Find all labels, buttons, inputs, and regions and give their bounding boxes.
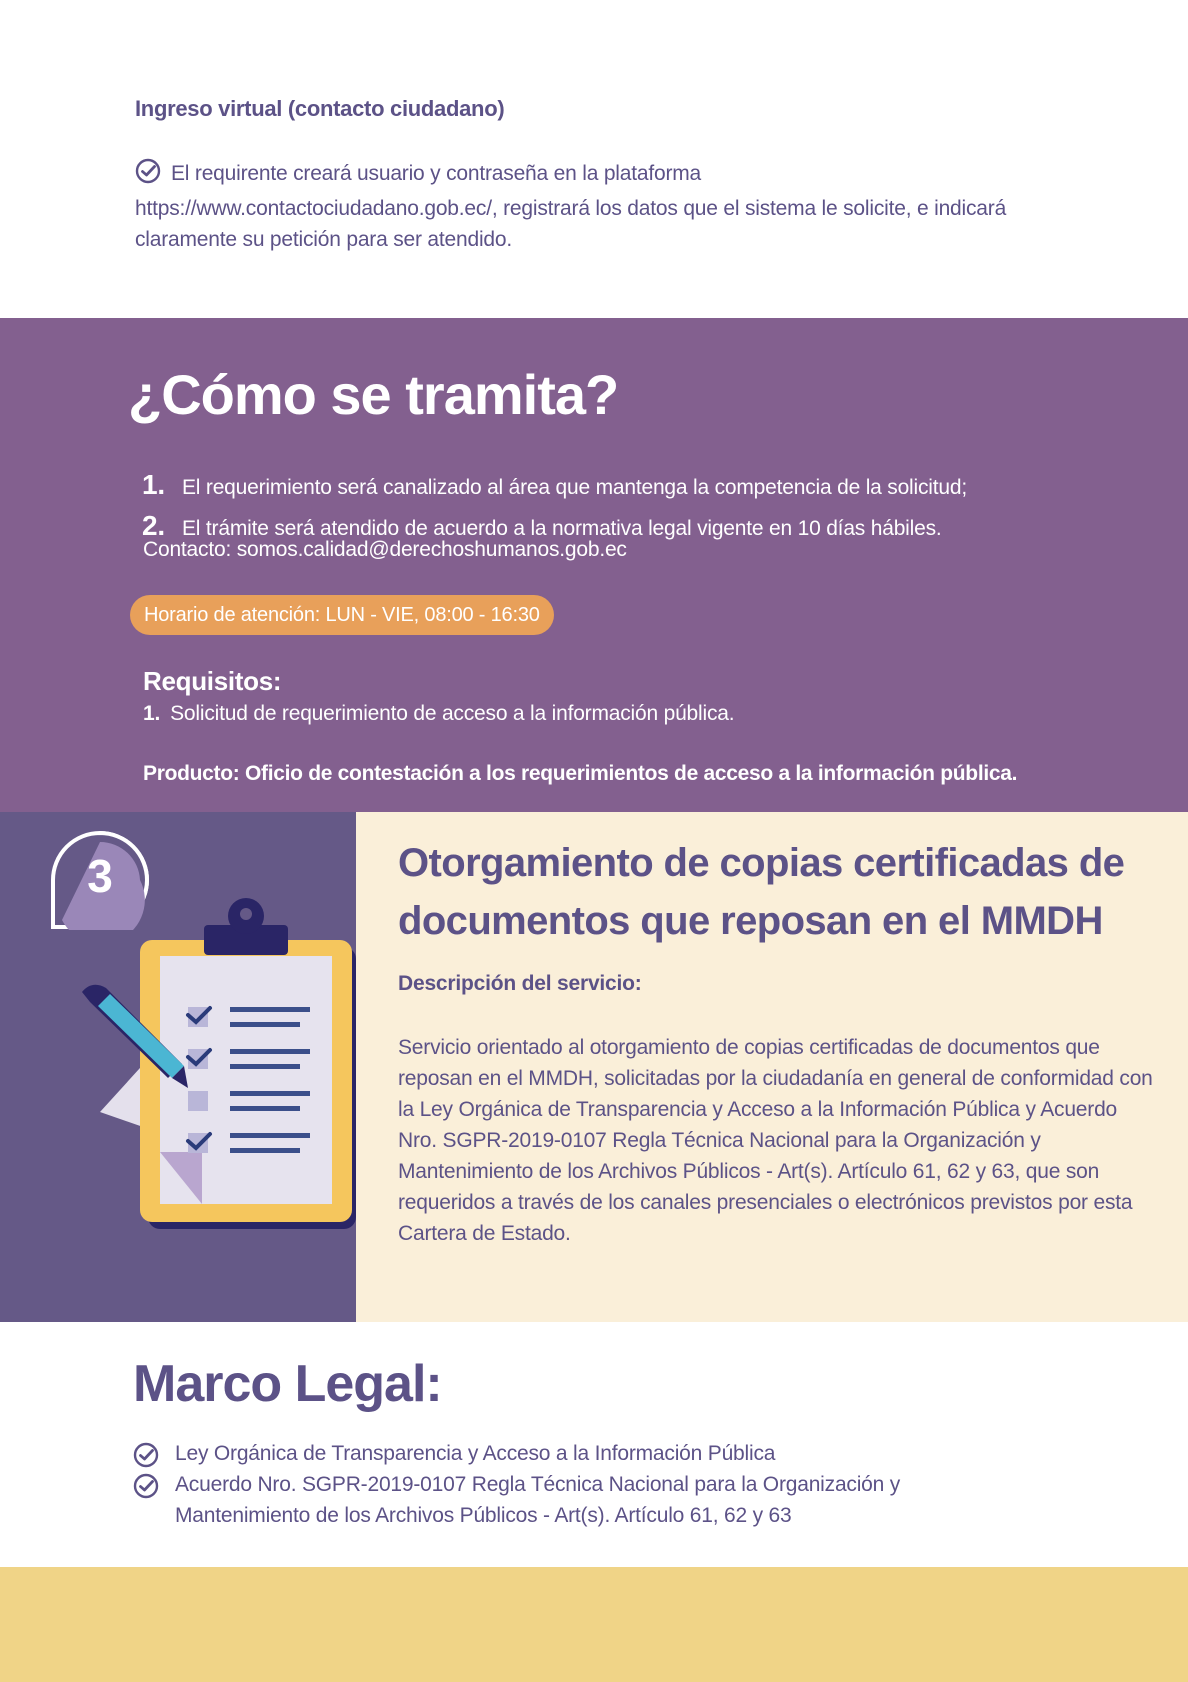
hours-badge: Horario de atención: LUN - VIE, 08:00 - 16:30 <box>130 595 554 635</box>
requirements-title: Requisitos: <box>143 666 282 696</box>
product-text: Producto: Oficio de contestación a los requerimientos de acceso a la información pública. <box>143 762 1018 785</box>
list-item <box>142 466 1142 507</box>
virtual-entry-title: Ingreso virtual (contacto ciudadano) <box>135 96 505 121</box>
how-to-process-section <box>0 318 1188 812</box>
legal-framework-list <box>133 1438 1033 1531</box>
legal-framework-section <box>0 1322 1188 1567</box>
footer-band <box>0 1567 1188 1682</box>
virtual-entry-text: El requirente creará usuario y contraseña en la plataforma https://www.contactociudadano.gob.ec/, registrará los datos que el sistema le solicite, e indicará claramente su petición para ser atendido. <box>135 162 1007 251</box>
step-number: 1. <box>142 469 165 500</box>
check-circle-icon <box>135 158 161 193</box>
service-number: 3 <box>87 850 113 902</box>
description-text: Servicio orientado al otorgamiento de copias certificadas de documentos que reposan en el MMDH, solicitadas por la ciudadanía en general de conformidad con la Ley Orgánica de Transparencia y Acceso a la Información Pública y Acuerdo Nro. SGPR-2019-0107 Regla Técnica Nacional para la Organización y Mantenimiento de los Archivos Públicos - Art(s). Artículo 61, 62 y 63, que son requeridos a través de los canales presenciales o electrónicos previstos por esta Cartera de Estado. <box>398 1036 1153 1245</box>
requirement-number: 1. <box>143 702 161 725</box>
step-number: 2. <box>142 510 165 541</box>
legal-item-text: Acuerdo Nro. SGPR-2019-0107 Regla Técnica Nacional para la Organización y Mantenimiento de los Archivos Públicos - Art(s). Artículo 61, 62 y 63 <box>175 1473 901 1527</box>
list-item <box>133 1438 1033 1469</box>
requirement-item <box>143 702 734 726</box>
requirement-text: Solicitud de requerimiento de acceso a la información pública. <box>170 702 735 725</box>
check-circle-icon <box>133 1473 159 1508</box>
virtual-entry-paragraph <box>135 158 1065 255</box>
description-label: Descripción del servicio: <box>398 972 642 995</box>
how-to-process-title: ¿Cómo se tramita? <box>128 363 619 426</box>
step-text: El requerimiento será canalizado al área que mantenga la competencia de la solicitud; <box>182 476 967 499</box>
service-title: Otorgamiento de copias certificadas de documentos que reposan en el MMDH <box>398 841 1125 943</box>
service-details-panel <box>356 812 1188 1322</box>
virtual-entry-section <box>0 0 1188 318</box>
legal-framework-title: Marco Legal: <box>133 1355 442 1413</box>
service-illustration-panel <box>0 812 356 1322</box>
contact-email: Contacto: somos.calidad@derechoshumanos.gob.ec <box>143 538 627 561</box>
steps-list <box>142 466 1142 548</box>
service-number-badge <box>50 830 150 930</box>
list-item <box>133 1469 1033 1531</box>
legal-item-text: Ley Orgánica de Transparencia y Acceso a la Información Pública <box>175 1442 776 1465</box>
step-text: El trámite será atendido de acuerdo a la normativa legal vigente en 10 días hábiles. <box>182 517 942 540</box>
